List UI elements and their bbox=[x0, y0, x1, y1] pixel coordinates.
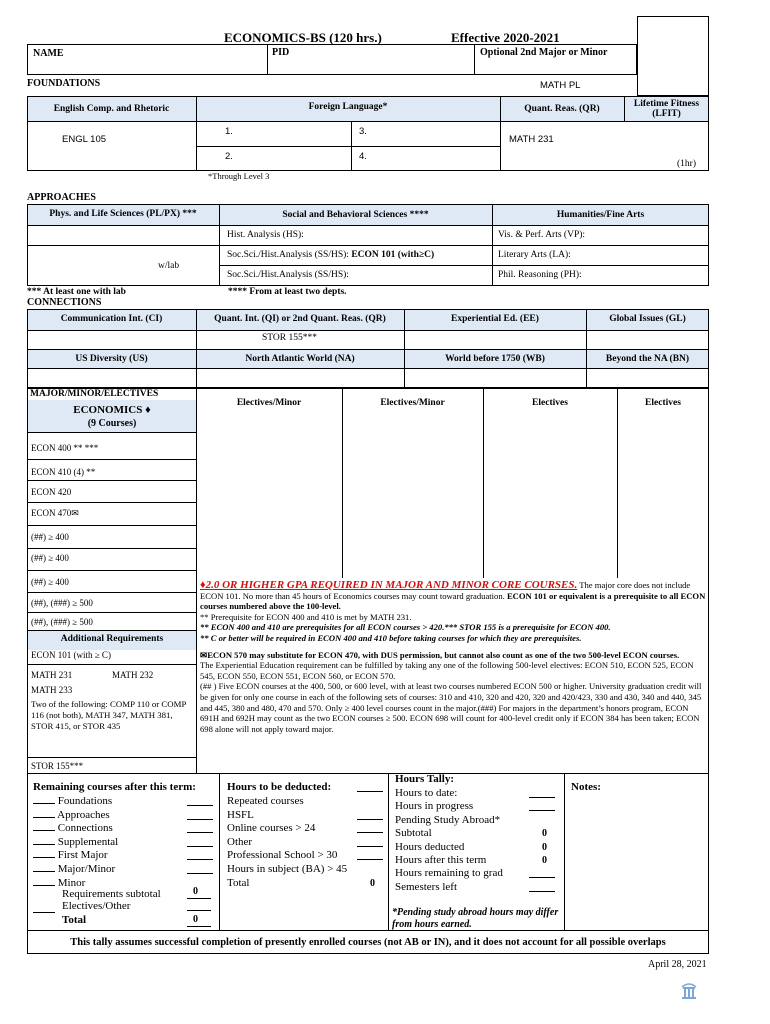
col-electives-1: Electives bbox=[532, 398, 568, 408]
effective-year: Effective 2020-2021 bbox=[451, 30, 560, 45]
econ-row-7[interactable]: (##) ≥ 400 bbox=[31, 577, 69, 587]
stor-155-qi: STOR 155*** bbox=[262, 333, 317, 343]
ee-label: Experiential Ed. (EE) bbox=[451, 314, 539, 324]
foreign-language-label: Foreign Language* bbox=[308, 102, 388, 112]
humanities-label: Humanities/Fine Arts bbox=[556, 210, 645, 220]
econ-row-5[interactable]: (##) ≥ 400 bbox=[31, 532, 69, 542]
econ-row-9[interactable]: (##), (###) ≥ 500 bbox=[31, 617, 93, 627]
fl-slot-3[interactable]: 3. bbox=[359, 126, 367, 137]
wb-label: World before 1750 (WB) bbox=[445, 354, 545, 364]
depts-note: **** From at least two depts. bbox=[228, 287, 347, 297]
math-231-course: MATH 231 bbox=[509, 134, 554, 145]
ph-slot[interactable]: Phil. Reasoning (PH): bbox=[498, 270, 582, 280]
connections-row-1 bbox=[27, 330, 709, 350]
na-label: North Atlantic World (NA) bbox=[245, 354, 355, 364]
fl-footnote: *Through Level 3 bbox=[208, 171, 270, 181]
math233-req[interactable]: MATH 233 bbox=[31, 685, 73, 695]
col-electives-2: Electives bbox=[645, 398, 681, 408]
math-pl-label: MATH PL bbox=[540, 80, 581, 91]
econ101-req[interactable]: ECON 101 (with ≥ C) bbox=[31, 650, 111, 660]
phys-life-label: Phys. and Life Sciences (PL/PX) *** bbox=[49, 209, 197, 219]
ss-hs-slot-2[interactable]: Soc.Sci./Hist.Analysis (SS/HS): bbox=[227, 270, 349, 280]
optional-major-label: Optional 2nd Major or Minor bbox=[480, 47, 608, 58]
lab-note: *** At least one with lab bbox=[27, 287, 126, 297]
remaining-list: Foundations Approaches Connections Supplemental First Major Major/Minor Minor bbox=[33, 795, 213, 890]
hs-slot[interactable]: Hist. Analysis (HS): bbox=[227, 230, 304, 240]
connections-row-2 bbox=[27, 368, 709, 388]
english-comp-label: English Comp. and Rhetoric bbox=[53, 104, 170, 114]
total-value: 0 bbox=[193, 914, 198, 925]
econ-title: ECONOMICS ♦ bbox=[73, 404, 151, 416]
vp-slot[interactable]: Vis. & Perf. Arts (VP): bbox=[498, 230, 586, 240]
stor155-req[interactable]: STOR 155*** bbox=[31, 761, 84, 771]
name-label: NAME bbox=[33, 48, 64, 59]
math232-req[interactable]: MATH 232 bbox=[112, 670, 154, 680]
hours-deducted-list: Repeated courses HSFL Online courses > 24 Other Professional School > 30 Hours in subject (BA) > 45 Total 0 bbox=[227, 795, 383, 890]
req-subtotal-label: Requirements subtotal bbox=[62, 888, 161, 900]
fl-slot-2[interactable]: 2. bbox=[225, 151, 233, 162]
col-electives-minor-1: Electives/Minor bbox=[236, 398, 302, 408]
two-of-following: Two of the following: COMP 110 or COMP 116 (not both), MATH 347, MATH 381, STOR 415, or STOR 435 bbox=[31, 699, 187, 731]
gl-label: Global Issues (GL) bbox=[609, 314, 686, 324]
econ-row-4[interactable]: ECON 470✉ bbox=[31, 508, 79, 518]
total-label: Total bbox=[62, 914, 87, 926]
econ-row-6[interactable]: (##) ≥ 400 bbox=[31, 553, 69, 563]
math231-req[interactable]: MATH 231 bbox=[31, 670, 73, 680]
econ-row-8[interactable]: (##), (###) ≥ 500 bbox=[31, 598, 93, 608]
notes-label: Notes: bbox=[571, 781, 601, 793]
remaining-title: Remaining courses after this term: bbox=[33, 781, 196, 793]
lifetime-fitness-label: Lifetime Fitness (LFIT) bbox=[633, 99, 700, 120]
fl-slot-4[interactable]: 4. bbox=[359, 151, 367, 162]
fl-slot-1[interactable]: 1. bbox=[225, 126, 233, 137]
ci-label: Communication Int. (CI) bbox=[60, 314, 163, 324]
pending-note: *Pending study abroad hours may differ from hours earned. bbox=[392, 907, 559, 930]
pid-label: PID bbox=[272, 47, 290, 58]
us-label: US Diversity (US) bbox=[75, 354, 148, 364]
bn-label: Beyond the NA (BN) bbox=[605, 354, 690, 364]
additional-req-title: Additional Requirements bbox=[60, 634, 164, 644]
quant-reas-label: Quant. Reas. (QR) bbox=[524, 104, 600, 114]
engl-105-course: ENGL 105 bbox=[62, 134, 107, 145]
approaches-title: APPROACHES bbox=[27, 192, 96, 203]
la-slot[interactable]: Literary Arts (LA): bbox=[498, 250, 571, 260]
col-electives-minor-2: Electives/Minor bbox=[380, 398, 445, 408]
wlab-label: w/lab bbox=[158, 261, 180, 271]
unc-well-icon bbox=[680, 980, 698, 1000]
gpa-requirement: ♦2.0 OR HIGHER GPA REQUIRED IN MAJOR AND MINOR CORE COURSES. bbox=[200, 579, 578, 591]
disclaimer: This tally assumes successful completion of presently enrolled courses (not AB or IN), and it does not account for all possible overlaps bbox=[70, 937, 666, 948]
lfit-hours: (1hr) bbox=[677, 159, 696, 169]
hours-tally-title: Hours Tally: bbox=[395, 773, 454, 785]
econ-courses-count: (9 Courses) bbox=[87, 418, 137, 429]
qi-label: Quant. Int. (QI) or 2nd Quant. Reas. (QR) bbox=[214, 314, 386, 324]
social-behavioral-label: Social and Behavioral Sciences **** bbox=[282, 210, 429, 220]
econ-row-1[interactable]: ECON 400 ** *** bbox=[31, 443, 99, 453]
revision-date: April 28, 2021 bbox=[648, 959, 707, 970]
hours-tally-list: Hours to date: Hours in progress Pending Study Abroad* Subtotal 0 Hours deducted 0 Hours after this term 0 Hours remaining to grad Semesters left bbox=[395, 787, 555, 894]
econ-row-2[interactable]: ECON 410 (4) ** bbox=[31, 467, 96, 477]
major-title: MAJOR/MINOR/ELECTIVES bbox=[30, 389, 159, 399]
ss-hs-slot[interactable]: Soc.Sci./Hist.Analysis (SS/HS): ECON 101 (with≥C) bbox=[227, 250, 435, 260]
photo-box bbox=[637, 16, 709, 96]
econ-row-3[interactable]: ECON 420 bbox=[31, 487, 72, 497]
electives-other-label: Electives/Other bbox=[62, 900, 131, 912]
hours-deducted-title: Hours to be deducted: bbox=[227, 781, 332, 793]
req-subtotal-value: 0 bbox=[193, 886, 198, 897]
form-title: ECONOMICS-BS (120 hrs.) bbox=[224, 30, 382, 45]
foundations-title: FOUNDATIONS bbox=[27, 78, 101, 89]
connections-title: CONNECTIONS bbox=[27, 297, 102, 308]
major-notes: ♦2.0 OR HIGHER GPA REQUIRED IN MAJOR AND MINOR CORE COURSES. The major core does not include ECON 101. No more than 45 hours of Economics courses may count toward graduation. ECON 101 or equivalent is a prerequisite to all ECON courses numbered above the 100-level. ** Prerequisite for ECON 400 and 410 is met by MATH 231. ** ECON 400 and 410 are prerequisites for all ECON courses > 420.*** STOR 155 is a prerequisite for ECON 400. ** C or better will be required in ECON 400 and 410 before taking courses for which they are prerequisites. ✉ECON 570 may substitute for ECON 470, with DUS permission, but cannot also count as one of the two 500-level ECON courses. The Experiential Education requirement can be fulfilled by taking any one of the following 500-level electives: ECON 510, ECON 525, ECON 545, ECON 550, ECON 551, ECON 560, or ECON 570. (## ) Five ECON courses at the 400, 500, or 600 level, with at least two courses numbered ECON 500 or higher. University graduation credit will be given for only one course in each of the following sets of courses: 310 and 410, 320 and 420, 320 and 420/423, 330 and 430, 340 and 440, 345 and 445, 380 and 480, 470 and 570. Only ≥ 400 level courses count in the major.(###) For majors in the department’s honors program, ECON 691H and 692H may count as the two ECON courses ≥ 500. ECON 698 will count for 400-level credit only if ECON 384 has been taken; ECON 698 alone will not apply toward major. bbox=[200, 579, 706, 734]
